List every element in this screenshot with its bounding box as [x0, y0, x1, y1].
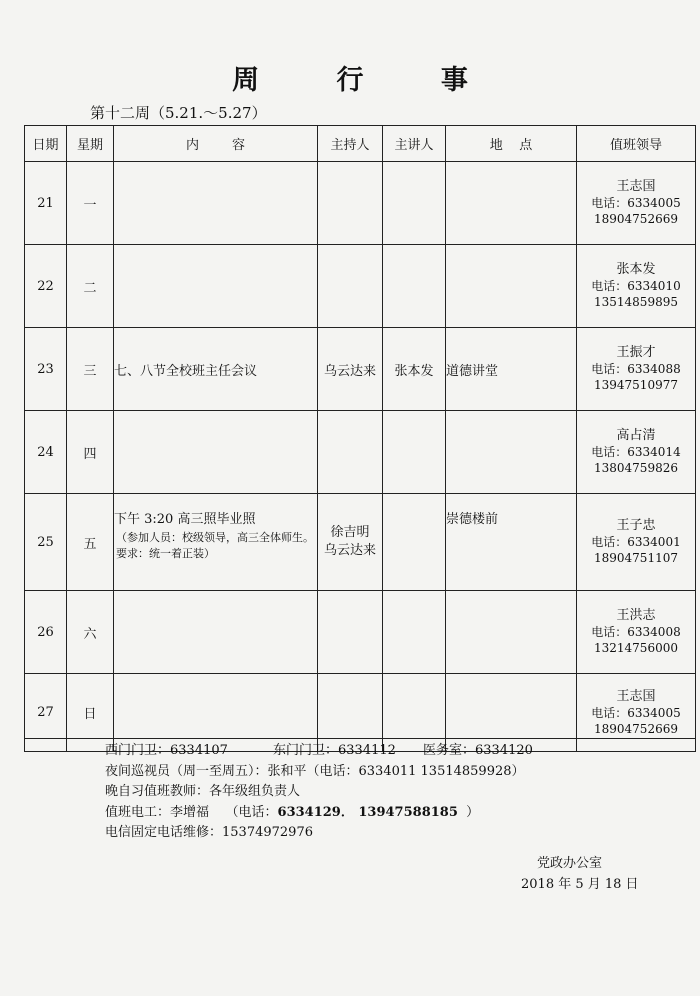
cell-place: 道德讲堂	[446, 328, 577, 411]
table-row	[25, 411, 696, 494]
contact-info	[105, 741, 533, 844]
cell-weekday: 三	[67, 328, 114, 411]
cell-date: 21	[25, 162, 67, 245]
content-main: 下午 3:20 高三照毕业照	[114, 512, 256, 527]
header-content: 内 容	[114, 126, 318, 162]
leader-phone: 电话：6334010	[591, 279, 681, 293]
schedule-table	[24, 125, 696, 752]
cell-speaker	[383, 494, 446, 591]
cell-host	[318, 494, 383, 591]
cell-host	[318, 674, 383, 752]
cell-host	[318, 162, 383, 245]
cell-content	[114, 162, 318, 245]
leader-mobile: 18904752669	[594, 721, 678, 736]
leader-mobile: 18904751107	[594, 551, 678, 565]
clinic-phone: 医务室：6334120	[423, 743, 533, 758]
header-duty-leader: 值班领导	[577, 126, 696, 162]
gate-phones-row	[105, 741, 533, 762]
leader-info	[577, 345, 695, 393]
telecom-repair: 电信固定电话维修：15374972976	[105, 825, 313, 840]
west-gate-phone: 西门门卫：6334107	[105, 743, 228, 758]
cell-date: 26	[25, 591, 67, 674]
leader-name: 高占清	[616, 428, 656, 443]
header-weekday: 星期	[67, 126, 114, 162]
leader-phone: 电话：6334008	[591, 625, 681, 639]
cell-weekday: 六	[67, 591, 114, 674]
electrician-suffix: ）	[457, 804, 480, 820]
header-host: 主持人	[318, 126, 383, 162]
leader-info	[577, 179, 695, 227]
header-place: 地 点	[446, 126, 577, 162]
cell-content	[114, 245, 318, 328]
cell-host	[318, 591, 383, 674]
leader-mobile: 13514859895	[594, 295, 678, 309]
leader-name: 王子忠	[616, 518, 656, 533]
leader-mobile: 18904752669	[594, 212, 678, 226]
east-gate-phone: 东门门卫：6334112	[273, 743, 396, 758]
cell-place	[446, 162, 577, 245]
cell-speaker: 张本发	[383, 328, 446, 411]
leader-info	[577, 518, 695, 566]
week-label: 第十二周（5.21.～5.27）	[90, 104, 267, 122]
leader-info	[577, 689, 695, 737]
leader-mobile: 13947510977	[594, 378, 678, 392]
cell-duty-leader	[577, 245, 696, 328]
electrician-phones: 6334129． 13947588185	[277, 804, 458, 820]
cell-host	[318, 245, 383, 328]
header-row	[25, 126, 696, 162]
leader-info	[577, 428, 695, 476]
leader-name: 王洪志	[616, 608, 656, 623]
cell-weekday: 日	[67, 674, 114, 752]
electrician-prefix: 值班电工：李增福 （电话：	[105, 804, 278, 820]
cell-place	[446, 245, 577, 328]
cell-date: 27	[25, 674, 67, 752]
cell-duty-leader	[577, 162, 696, 245]
leader-name: 王振才	[616, 345, 656, 360]
cell-duty-leader	[577, 591, 696, 674]
cell-place	[446, 591, 577, 674]
leader-name: 张本发	[616, 262, 656, 277]
cell-date: 24	[25, 411, 67, 494]
electrician-row	[105, 803, 533, 824]
cell-speaker	[383, 674, 446, 752]
host-name: 乌云达来	[323, 543, 376, 558]
cell-place	[446, 411, 577, 494]
cell-host: 乌云达来	[318, 328, 383, 411]
cell-weekday: 四	[67, 411, 114, 494]
cell-duty-leader	[577, 494, 696, 591]
cell-duty-leader	[577, 328, 696, 411]
cell-weekday: 五	[67, 494, 114, 591]
table-row	[25, 328, 696, 411]
leader-phone: 电话：6334088	[591, 362, 681, 376]
cell-date: 23	[25, 328, 67, 411]
cell-date: 22	[25, 245, 67, 328]
cell-content	[114, 494, 318, 591]
page-title: 周 行 事	[232, 65, 502, 96]
night-patrol: 夜间巡视员（周一至周五）：张和平（电话：6334011 13514859928）	[105, 763, 525, 779]
host-name: 徐吉明	[330, 525, 370, 540]
cell-content: 七、八节全校班主任会议	[114, 328, 318, 411]
leader-name: 王志国	[616, 179, 656, 194]
cell-place: 崇德楼前	[446, 494, 577, 591]
cell-weekday: 二	[67, 245, 114, 328]
leader-phone: 电话：6334014	[591, 445, 681, 459]
leader-phone: 电话：6334001	[591, 535, 681, 549]
cell-weekday: 一	[67, 162, 114, 245]
cell-speaker	[383, 162, 446, 245]
content-note: （参加人员：校级领导，高三全体师生。要求：统一着正装）	[116, 531, 314, 560]
table-bottom-rule	[24, 738, 695, 739]
table-row	[25, 591, 696, 674]
issue-date: 2018 年 5 月 18 日	[521, 877, 639, 892]
evening-study: 晚自习值班教师：各年级组负责人	[105, 784, 301, 799]
leader-phone: 电话：6334005	[591, 196, 681, 210]
leader-mobile: 13214756000	[594, 641, 678, 655]
header-date: 日期	[25, 126, 67, 162]
cell-host	[318, 411, 383, 494]
cell-duty-leader	[577, 674, 696, 752]
cell-speaker	[383, 245, 446, 328]
leader-phone: 电话：6334005	[591, 705, 681, 720]
cell-content	[114, 591, 318, 674]
table-row	[25, 674, 696, 752]
cell-duty-leader	[577, 411, 696, 494]
cell-content	[114, 411, 318, 494]
leader-mobile: 13804759826	[594, 461, 678, 475]
leader-info	[577, 608, 695, 656]
leader-info	[577, 262, 695, 310]
header-speaker: 主讲人	[383, 126, 446, 162]
leader-name: 王志国	[616, 688, 656, 704]
cell-speaker	[383, 591, 446, 674]
table-row	[25, 494, 696, 591]
issuing-office: 党政办公室	[537, 856, 603, 871]
cell-speaker	[383, 411, 446, 494]
cell-content	[114, 674, 318, 752]
cell-place	[446, 674, 577, 752]
table-row	[25, 245, 696, 328]
table-row	[25, 162, 696, 245]
cell-date: 25	[25, 494, 67, 591]
